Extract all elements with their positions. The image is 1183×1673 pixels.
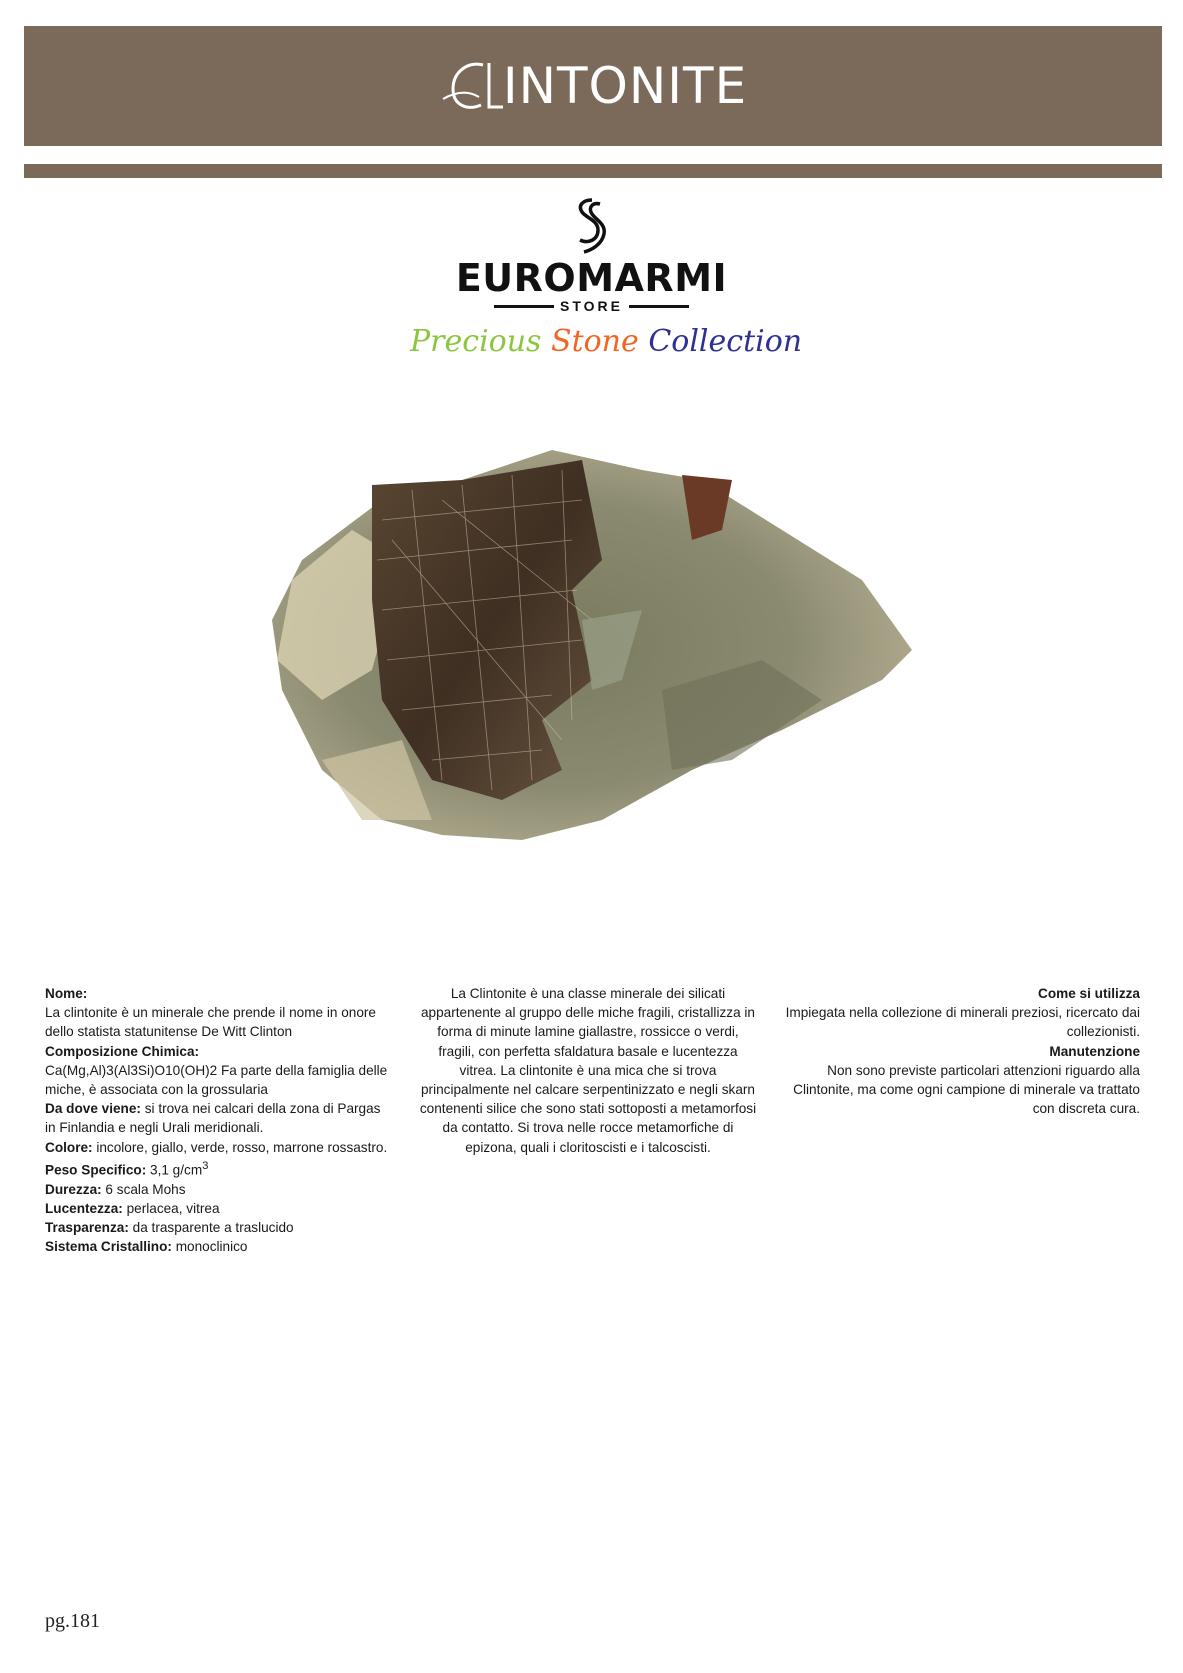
properties-column xyxy=(45,984,390,1256)
store-row xyxy=(450,298,733,314)
double-s-logo-icon xyxy=(562,196,622,256)
trasparenza-row xyxy=(45,1218,390,1237)
tagline-word-stone: Stone xyxy=(551,324,639,359)
description-column xyxy=(418,984,758,1157)
durezza-label: Durezza: xyxy=(45,1181,102,1197)
colore-label: Colore: xyxy=(45,1139,93,1155)
title-wrap xyxy=(439,51,747,121)
provenienza-value: si trova nei calcari della zona di Pargas in Finlandia e negli Urali meridionali. xyxy=(45,1101,381,1136)
nome-label: Nome: xyxy=(45,986,88,1001)
store-label: STORE xyxy=(560,298,623,314)
durezza-value: 6 scala Mohs xyxy=(101,1181,186,1197)
store-line-left xyxy=(494,305,554,308)
peso-unit-exponent: 3 xyxy=(202,1159,209,1172)
lucentezza-value: perlacea, vitrea xyxy=(122,1200,220,1216)
colore-row xyxy=(45,1138,390,1157)
uso-value: Impiegata nella collezione di minerali preziosi, ricercato dai collezionisti. xyxy=(785,1005,1140,1040)
sistema-value: monoclinico xyxy=(171,1239,248,1255)
colore-value: incolore, giallo, verde, rosso, marrone rossastro. xyxy=(92,1139,388,1155)
provenienza-label: Da dove viene: xyxy=(45,1101,141,1117)
page-number: pg.181 xyxy=(45,1610,100,1632)
tagline-word-collection: Collection xyxy=(648,324,803,359)
trasparenza-label: Trasparenza: xyxy=(45,1219,129,1235)
peso-value: 3,1 g/cm xyxy=(146,1162,203,1178)
composizione-label: Composizione Chimica: xyxy=(45,1043,200,1059)
provenienza-row xyxy=(45,1099,390,1137)
page-title: INTONITE xyxy=(502,57,748,115)
manutenzione-label: Manutenzione xyxy=(1049,1043,1140,1059)
sistema-label: Sistema Cristallino: xyxy=(45,1239,172,1255)
tagline-word-precious: Precious xyxy=(410,324,542,359)
store-line-right xyxy=(629,305,689,308)
clintonite-specimen-image xyxy=(262,440,932,900)
peso-row xyxy=(45,1157,390,1180)
peso-label: Peso Specifico: xyxy=(45,1162,147,1178)
cl-monogram-icon xyxy=(439,51,509,121)
composizione-value: Ca(Mg,Al)3(Al3Si)O10(OH)2 Fa parte della famiglia delle miche, è associata con la grossularia xyxy=(45,1062,388,1098)
collection-tagline xyxy=(410,324,803,359)
uso-label: Come si utilizza xyxy=(1038,986,1140,1001)
manutenzione-value: Non sono previste particolari attenzioni riguardo alla Clintonite, ma come ogni campione di minerale va trattato con discreta cura. xyxy=(793,1062,1140,1117)
lucentezza-label: Lucentezza: xyxy=(45,1200,123,1216)
nome-value: La clintonite è un minerale che prende il nome in onore dello statista statunitense De Witt Clinton xyxy=(45,1005,376,1040)
euromarmi-logo xyxy=(410,196,803,366)
title-banner xyxy=(24,26,1162,146)
title-divider xyxy=(24,164,1162,178)
durezza-row xyxy=(45,1180,390,1199)
trasparenza-value: da trasparente a traslucido xyxy=(128,1219,294,1235)
usage-column xyxy=(785,984,1140,1118)
brand-name: EUROMARMI xyxy=(455,256,728,300)
sistema-row xyxy=(45,1237,390,1256)
description-text: La Clintonite è una classe minerale dei silicati appartenente al gruppo delle miche fragili, cristallizza in forma di minute lamine giallastre, rossicce o verdi, fragili, con perfetta sfaldatura basale e lucentezza vitrea. La clintonite è una mica che si trova principalmente nel calcare serpentinizzato e negli skarn contenenti silice che sono stati sottoposti a metamorfosi da contatto. Si trova nelle rocce metamorfiche di epizona, quali i cloritoscisti e i talcoscisti. xyxy=(419,986,757,1155)
lucentezza-row xyxy=(45,1199,390,1218)
